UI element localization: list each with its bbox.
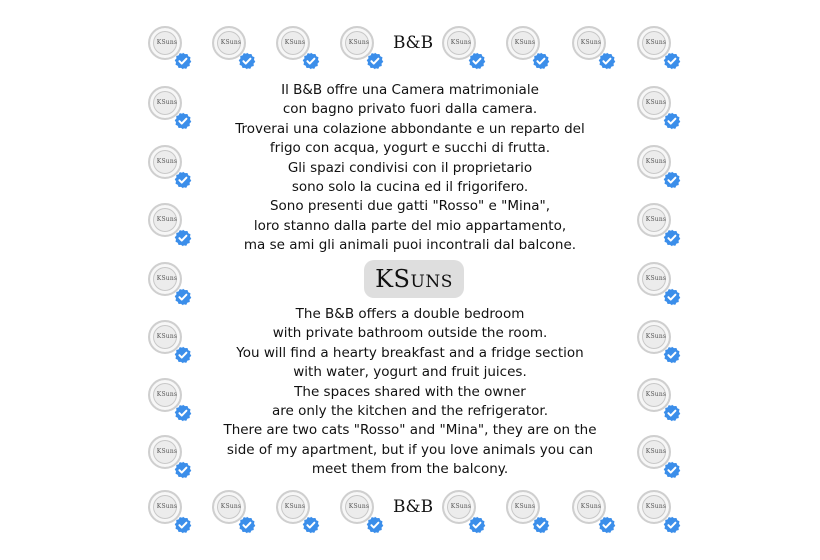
verified-badge bbox=[506, 26, 552, 72]
italian-line: Sono presenti due gatti "Rosso" e "Mina", bbox=[269, 198, 551, 215]
header-title: B&B bbox=[393, 33, 434, 53]
verified-badge bbox=[148, 262, 194, 308]
seal-logo-text: KSuns bbox=[220, 39, 242, 46]
english-line: meet them from the balcony. bbox=[311, 461, 509, 478]
english-line: side of my apartment, but if you love animals you can bbox=[226, 441, 594, 458]
seal-logo-text: KSuns bbox=[514, 503, 536, 510]
ksuns-logo: KSUNS bbox=[364, 260, 464, 298]
italian-line: sono solo la cucina ed il frigorifero. bbox=[291, 179, 529, 196]
verified-badge bbox=[148, 490, 194, 536]
verified-badge bbox=[442, 26, 488, 72]
verified-badge bbox=[212, 490, 258, 536]
verified-badge bbox=[572, 26, 618, 72]
seal-logo-text: KSuns bbox=[514, 39, 536, 46]
verified-check-icon bbox=[302, 516, 320, 534]
seal-logo-text: KSuns bbox=[645, 158, 667, 165]
verified-check-icon bbox=[598, 52, 616, 70]
italian-line: Il B&B offre una Camera matrimoniale bbox=[281, 82, 539, 98]
verified-check-icon bbox=[663, 288, 681, 306]
seal-logo-text: KSuns bbox=[645, 39, 667, 46]
verified-check-icon bbox=[663, 52, 681, 70]
seal-logo-text: KSuns bbox=[645, 448, 667, 455]
verified-badge bbox=[442, 490, 488, 536]
seal-logo-text: KSuns bbox=[450, 39, 472, 46]
seal-logo-text: KSuns bbox=[156, 39, 178, 46]
italian-line: Gli spazi condivisi con il proprietario bbox=[287, 159, 533, 176]
verified-badge bbox=[506, 490, 552, 536]
english-line: You will find a hearty breakfast and a fridge section bbox=[236, 344, 584, 361]
verified-badge bbox=[276, 26, 322, 72]
verified-check-icon bbox=[532, 52, 550, 70]
italian-line: ma se ami gli animali puoi incontrali dal balcone. bbox=[243, 237, 577, 254]
seal-logo-text: KSuns bbox=[156, 503, 178, 510]
seal-logo-text: KSuns bbox=[645, 275, 667, 282]
english-line: with private bathroom outside the room. bbox=[272, 325, 548, 342]
verified-check-icon bbox=[598, 516, 616, 534]
seal-logo-text: KSuns bbox=[156, 333, 178, 340]
verified-badge bbox=[637, 490, 683, 536]
seal-logo-text: KSuns bbox=[450, 503, 472, 510]
italian-line: frigo con acqua, yogurt e succhi di frutta. bbox=[269, 140, 551, 157]
verified-badge bbox=[637, 262, 683, 308]
italian-line: loro stanno dalla parte del mio appartamento, bbox=[253, 217, 567, 234]
english-line: There are two cats "Rosso" and "Mina", they are on the bbox=[223, 422, 597, 439]
verified-badge bbox=[212, 26, 258, 72]
seal-logo-text: KSuns bbox=[220, 503, 242, 510]
seal-logo-text: KSuns bbox=[156, 216, 178, 223]
english-line: are only the kitchen and the refrigerator. bbox=[271, 403, 548, 420]
seal-logo-text: KSuns bbox=[645, 333, 667, 340]
verified-badge bbox=[148, 26, 194, 72]
seal-logo-text: KSuns bbox=[284, 39, 306, 46]
seal-logo-text: KSuns bbox=[645, 216, 667, 223]
verified-check-icon bbox=[238, 52, 256, 70]
seal-logo-text: KSuns bbox=[156, 448, 178, 455]
verified-check-icon bbox=[366, 52, 384, 70]
verified-check-icon bbox=[174, 288, 192, 306]
seal-logo-text: KSuns bbox=[348, 39, 370, 46]
seal-logo-text: KSuns bbox=[156, 275, 178, 282]
seal-logo-text: KSuns bbox=[645, 99, 667, 106]
seal-logo-text: KSuns bbox=[580, 503, 602, 510]
verified-check-icon bbox=[468, 52, 486, 70]
english-line: The B&B offers a double bedroom bbox=[295, 306, 525, 322]
italian-description bbox=[0, 81, 820, 256]
verified-badge bbox=[637, 26, 683, 72]
verified-check-icon bbox=[238, 516, 256, 534]
verified-check-icon bbox=[663, 516, 681, 534]
verified-check-icon bbox=[468, 516, 486, 534]
verified-check-icon bbox=[174, 52, 192, 70]
italian-line: con bagno privato fuori dalla camera. bbox=[282, 101, 538, 118]
seal-logo-text: KSuns bbox=[156, 391, 178, 398]
verified-badge bbox=[340, 26, 386, 72]
verified-check-icon bbox=[532, 516, 550, 534]
verified-check-icon bbox=[302, 52, 320, 70]
english-line: The spaces shared with the owner bbox=[294, 383, 526, 400]
verified-badge bbox=[276, 490, 322, 536]
english-description bbox=[0, 305, 820, 480]
english-line: with water, yogurt and fruit juices. bbox=[293, 364, 527, 381]
seal-logo-text: KSuns bbox=[580, 39, 602, 46]
seal-logo-text: KSuns bbox=[645, 503, 667, 510]
verified-check-icon bbox=[366, 516, 384, 534]
seal-logo-text: KSuns bbox=[156, 99, 178, 106]
seal-logo-text: KSuns bbox=[284, 503, 306, 510]
seal-logo-text: KSuns bbox=[156, 158, 178, 165]
italian-line: Troverai una colazione abbondante e un reparto del bbox=[235, 120, 585, 137]
verified-badge bbox=[572, 490, 618, 536]
footer-title: B&B bbox=[393, 497, 434, 517]
seal-logo-text: KSuns bbox=[348, 503, 370, 510]
verified-check-icon bbox=[174, 516, 192, 534]
verified-badge bbox=[340, 490, 386, 536]
seal-logo-text: KSuns bbox=[645, 391, 667, 398]
